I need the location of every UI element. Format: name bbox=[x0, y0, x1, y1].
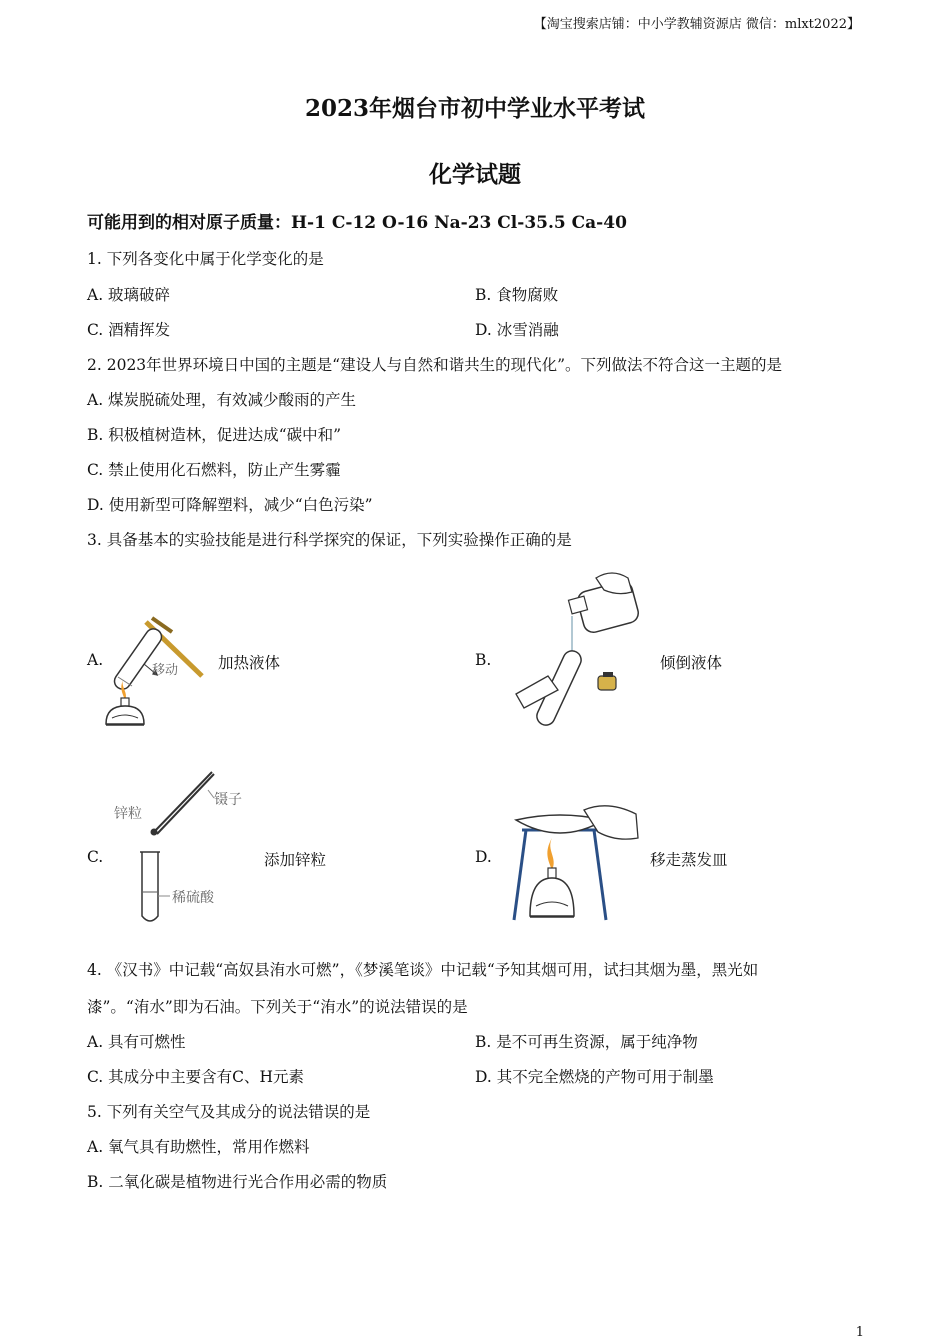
alcohol-lamp bbox=[530, 868, 574, 917]
q3-option-b-letter: B. bbox=[475, 651, 492, 669]
heating-liquid-illustration bbox=[100, 612, 210, 734]
flame-icon bbox=[547, 838, 553, 870]
q4-stem-line1: 4. 《汉书》中记载“高奴县洧水可燃”，《梦溪笔谈》中记载“予知其烟可用，试扫其烟为墨，黑光如 bbox=[87, 961, 759, 979]
q2-option-a: A. 煤炭脱硫处理，有效减少酸雨的产生 bbox=[87, 391, 357, 409]
pouring-liquid-illustration bbox=[500, 568, 650, 730]
q3-option-a-letter: A. bbox=[87, 651, 104, 669]
tweezers-label: 镊子 bbox=[214, 792, 242, 808]
test-tube bbox=[111, 626, 164, 693]
q2-stem: 2. 2023年世界环境日中国的主题是“建设人与自然和谐共生的现代化”。下列做法不符合这一主题的是 bbox=[87, 356, 783, 374]
q5-stem: 5. 下列有关空气及其成分的说法错误的是 bbox=[87, 1103, 371, 1121]
q1-option-c: C. 酒精挥发 bbox=[87, 321, 171, 339]
zinc-granule bbox=[151, 829, 158, 836]
q4-stem-line2: 漆”。“洧水”即为石油。下列关于“洧水”的说法错误的是 bbox=[87, 998, 468, 1016]
q5-option-a: A. 氧气具有助燃性，常用作燃料 bbox=[87, 1138, 310, 1156]
q1-option-b: B. 食物腐败 bbox=[475, 286, 559, 304]
q3-option-b-caption: 倾倒液体 bbox=[660, 654, 723, 672]
header-note: 【淘宝搜索店铺：中小学教辅资源店 微信：mlxt2022】 bbox=[533, 17, 860, 32]
zinc-label: 锌粒 bbox=[114, 806, 142, 822]
receiving-test-tube bbox=[516, 648, 584, 728]
hand-icon bbox=[584, 806, 638, 839]
q2-option-b: B. 积极植树造林，促进达成“碳中和” bbox=[87, 426, 342, 444]
q3-option-c-caption: 添加锌粒 bbox=[264, 851, 327, 869]
q4-option-c: C. 其成分中主要含有C、H元素 bbox=[87, 1068, 305, 1086]
acid-label: 稀硫酸 bbox=[172, 890, 214, 906]
adding-zinc-illustration bbox=[110, 764, 260, 929]
page-number: 1 bbox=[855, 1325, 864, 1340]
q1-stem: 1. 下列各变化中属于化学变化的是 bbox=[87, 250, 324, 268]
q3-option-d-caption: 移走蒸发皿 bbox=[650, 851, 728, 869]
move-label: 移动 bbox=[152, 663, 179, 678]
q2-option-d: D. 使用新型可降解塑料，减少“白色污染” bbox=[87, 496, 373, 514]
q4-option-b: B. 是不可再生资源，属于纯净物 bbox=[475, 1033, 698, 1051]
q3-option-d-letter: D. bbox=[475, 848, 492, 866]
test-tube-with-acid bbox=[140, 852, 170, 921]
evaporating-dish-illustration bbox=[508, 800, 644, 924]
bottle-stopper bbox=[598, 672, 616, 690]
atomic-mass-line: 可能用到的相对原子质量：H-1 C-12 O-16 Na-23 Cl-35.5 Ca-40 bbox=[87, 213, 627, 233]
q1-option-a: A. 玻璃破碎 bbox=[87, 286, 171, 304]
q5-option-b: B. 二氧化碳是植物进行光合作用必需的物质 bbox=[87, 1173, 388, 1191]
q3-stem: 3. 具备基本的实验技能是进行科学探究的保证，下列实验操作正确的是 bbox=[87, 531, 572, 549]
alcohol-lamp bbox=[106, 698, 144, 725]
q3-option-a-caption: 加热液体 bbox=[218, 654, 281, 672]
tweezers-icon bbox=[154, 772, 214, 834]
q2-option-c: C. 禁止使用化石燃料，防止产生雾霾 bbox=[87, 461, 341, 479]
exam-subtitle: 化学试题 bbox=[429, 161, 521, 188]
q3-option-c-letter: C. bbox=[87, 848, 104, 866]
q4-option-a: A. 具有可燃性 bbox=[87, 1033, 186, 1051]
q4-option-d: D. 其不完全燃烧的产物可用于制墨 bbox=[475, 1068, 714, 1086]
exam-title: 2023年烟台市初中学业水平考试 bbox=[304, 95, 645, 122]
q1-option-d: D. 冰雪消融 bbox=[475, 321, 559, 339]
